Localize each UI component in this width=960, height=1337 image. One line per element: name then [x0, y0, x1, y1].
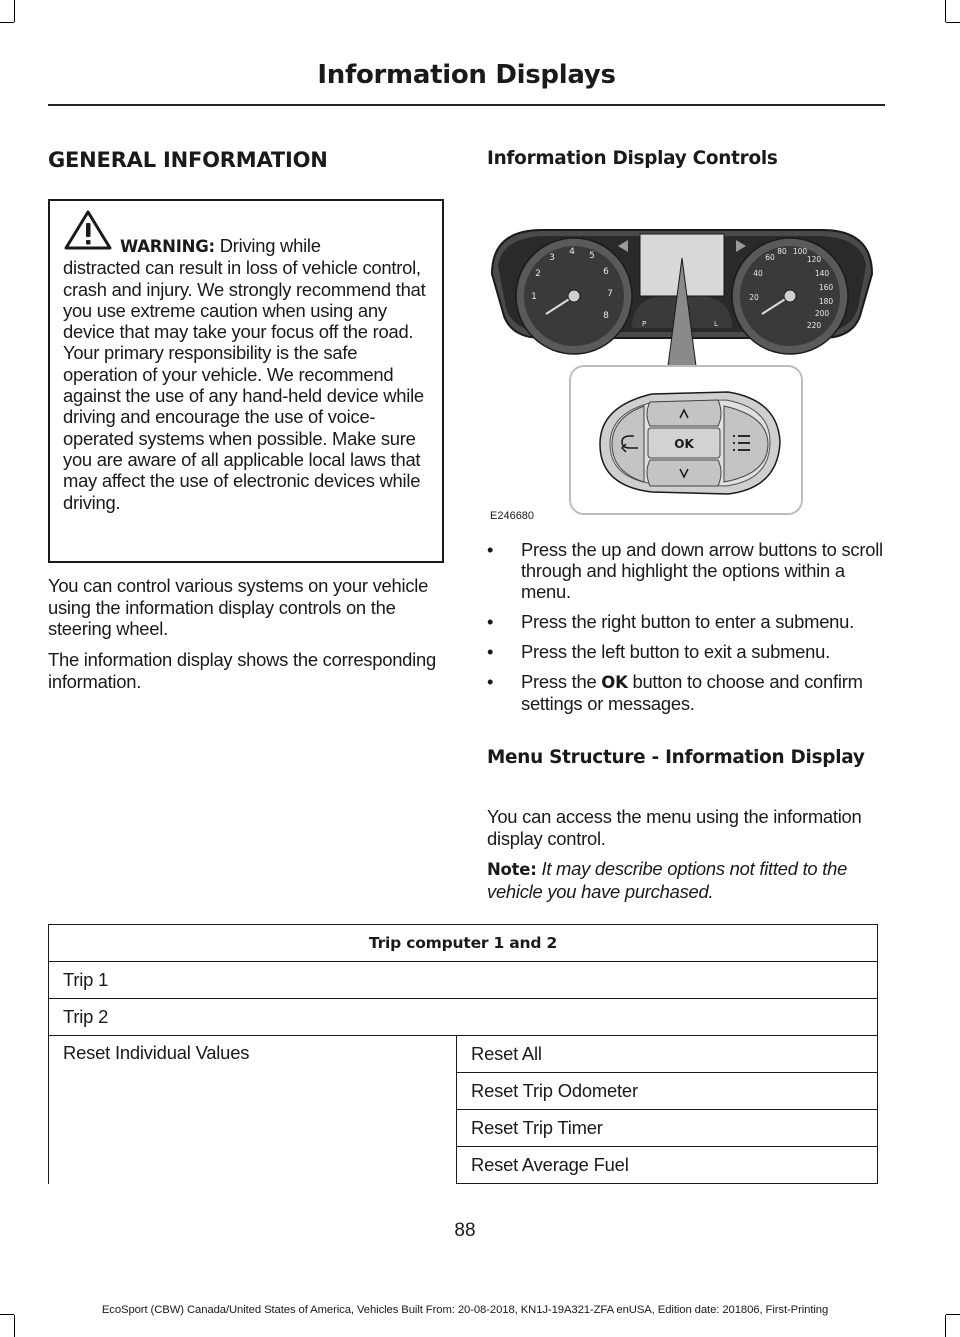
menu-structure-title: Menu Structure - Information Display: [487, 747, 865, 768]
speedo-label: 100: [792, 247, 808, 256]
crop-mark: [945, 1315, 946, 1337]
speedo-label: 140: [814, 269, 830, 278]
speedo-label: 200: [814, 309, 830, 318]
crop-mark: [14, 1315, 15, 1337]
page-header-title: Information Displays: [317, 60, 616, 90]
information-display-controls-figure: [482, 196, 882, 526]
table-row: Trip 2: [49, 999, 878, 1036]
speedo-label: 220: [806, 321, 822, 330]
speedo-label: 80: [777, 247, 787, 256]
crop-mark: [945, 0, 946, 22]
table-group-label: Reset Individual Values: [49, 1036, 457, 1184]
note-text: It may describe options not fitted to the vehicle you have purchased.: [487, 858, 848, 902]
crop-mark: [14, 0, 15, 22]
bullet-item: • Press the right button to enter a submenu.: [487, 611, 887, 632]
tacho-label: 6: [603, 267, 609, 277]
crop-mark: [0, 22, 14, 23]
intro-paragraph-2: The information display shows the corresponding information.: [48, 649, 436, 692]
bullet-text: button to choose and confirm settings or messages.: [521, 671, 863, 714]
intro-paragraph-1: You can control various systems on your vehicle using the information display controls on the steering wheel.: [48, 575, 429, 639]
table-cell: Reset Trip Timer: [457, 1110, 878, 1147]
ok-button-label: OK: [674, 437, 694, 451]
speedo-label: 160: [818, 283, 834, 292]
bullet-item: [487, 671, 887, 714]
page-number: 88: [454, 1220, 476, 1241]
speedo-label: 120: [806, 255, 822, 264]
tacho-label: 5: [589, 251, 595, 261]
down-arrow-button: [647, 460, 721, 486]
gauge-label: P: [642, 320, 647, 328]
figure-code: E246680: [490, 510, 535, 522]
table-row: Trip 1: [49, 962, 878, 999]
warning-label: WARNING:: [120, 237, 215, 256]
table-cell: Reset Average Fuel: [457, 1147, 878, 1184]
header-rule: [48, 104, 885, 106]
bullet-item: • Press the left button to exit a submenu.: [487, 641, 887, 662]
gauge-label: L: [714, 320, 718, 328]
table-cell: Reset Trip Odometer: [457, 1073, 878, 1110]
warning-body: distracted can result in loss of vehicle control, crash and injury. We strongly recommend that you use extreme caution when using any device that may take your focus off the road. Your primary responsibility is the safe operation of your vehicle. We recommend against the use of any hand-held device while driving and encourage the use of voice-operated systems when possible. Make sure you are aware of all applicable local laws that may affect the use of electronic devices while driving.: [63, 257, 426, 513]
bullet-text: Press the: [521, 671, 602, 692]
crop-mark: [946, 22, 960, 23]
note-label: Note:: [487, 860, 537, 879]
tacho-label: 8: [603, 311, 609, 321]
up-arrow-button: [647, 400, 721, 426]
speedo-label: 180: [818, 297, 834, 306]
tacho-label: 2: [535, 269, 541, 279]
tacho-label: 7: [607, 289, 613, 299]
trip-computer-table: [48, 924, 878, 1184]
table-header: Trip computer 1 and 2: [49, 925, 878, 962]
menu-paragraph: You can access the menu using the information display control.: [487, 806, 862, 849]
footer-text: EcoSport (CBW) Canada/United States of America, Vehicles Built From: 20-08-2018, KN1J-19A321-ZFA enUSA, Edition date: 201806, First-Printing: [101, 1304, 829, 1316]
speedo-label: 20: [749, 293, 759, 302]
crop-mark: [946, 1314, 960, 1315]
speedo-label: 60: [765, 253, 775, 262]
controls-title: Information Display Controls: [487, 148, 778, 169]
ok-bold-label: OK: [601, 673, 628, 692]
note-paragraph: [487, 858, 887, 902]
warning-triangle-icon: [63, 209, 113, 251]
section-title: GENERAL INFORMATION: [48, 148, 328, 172]
warning-box: [48, 199, 444, 563]
tacho-label: 1: [531, 292, 537, 302]
warning-first-text: Driving while: [219, 235, 321, 256]
controls-bullet-list: [487, 539, 887, 723]
bullet-item: • Press the up and down arrow buttons to scroll through and highlight the options within a menu.: [487, 539, 887, 602]
warning-first-line: [63, 235, 435, 257]
tacho-label: 3: [549, 253, 555, 263]
speedo-label: 40: [753, 269, 763, 278]
tacho-label: 4: [569, 247, 575, 257]
table-cell: Reset All: [457, 1036, 878, 1073]
